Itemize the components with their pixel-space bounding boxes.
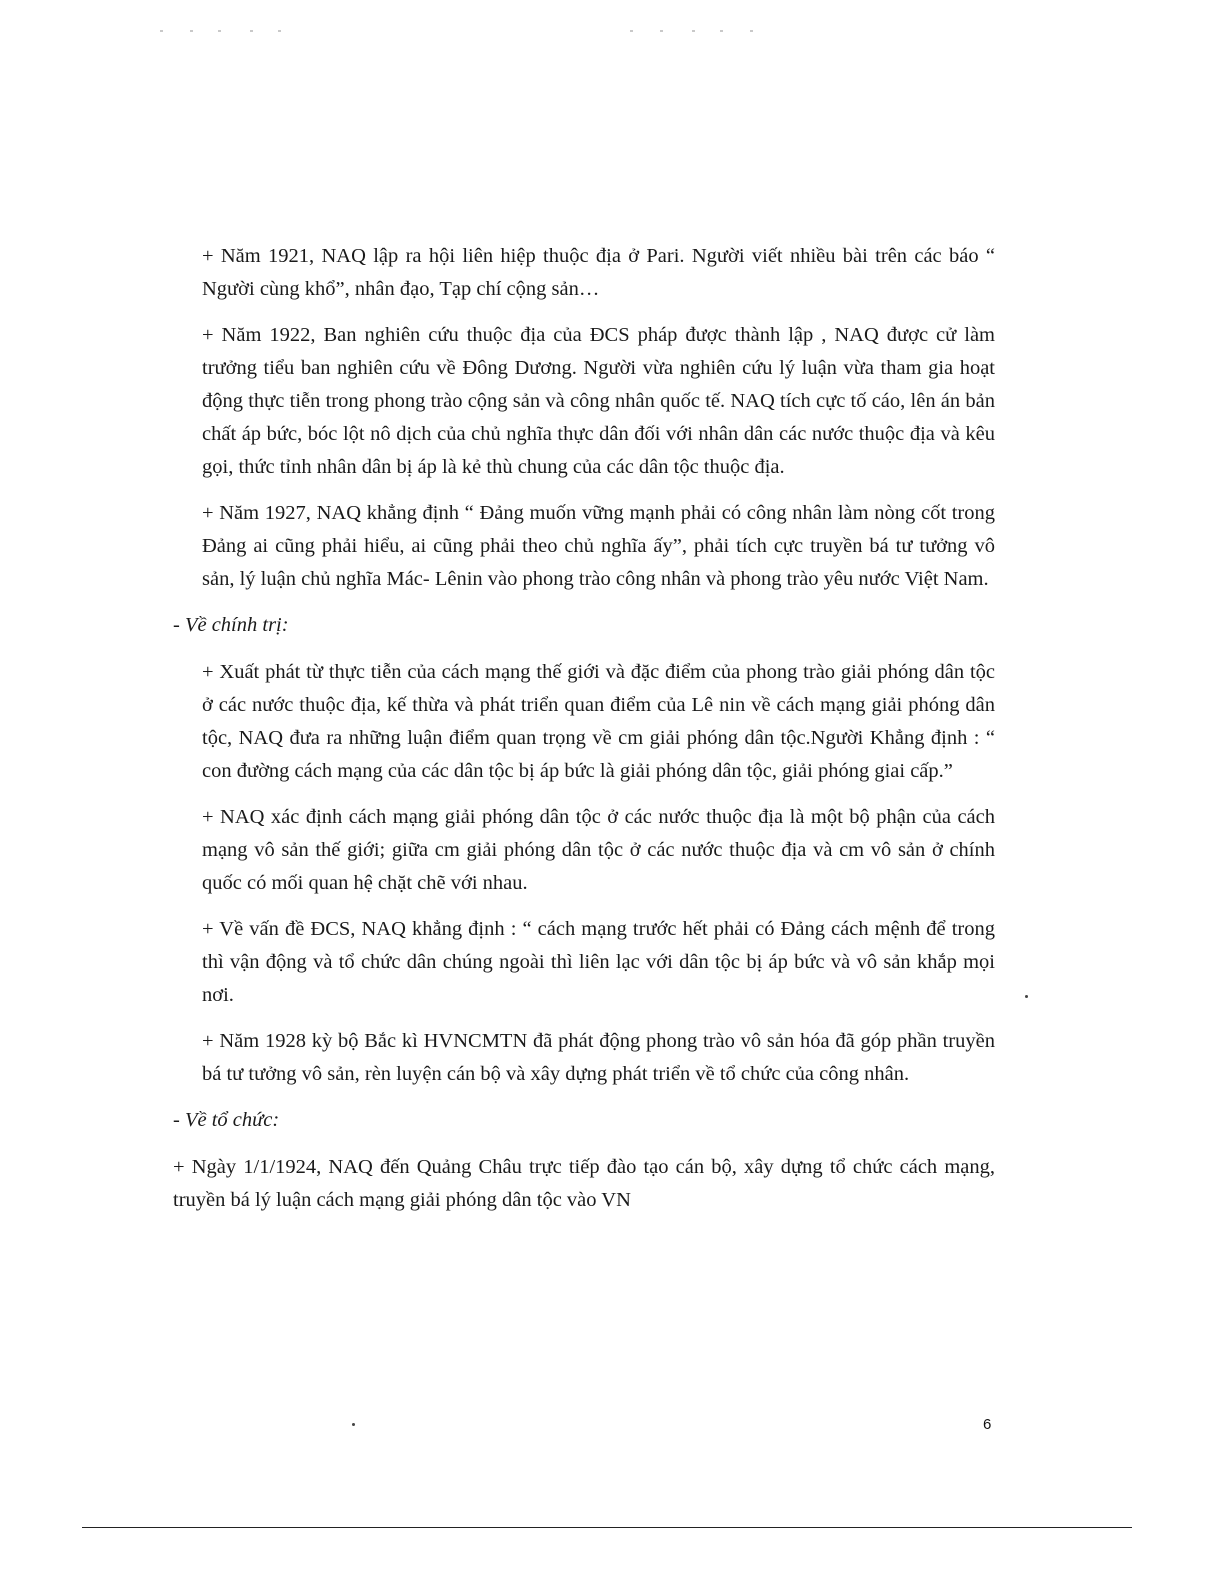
scan-dot xyxy=(1025,995,1028,998)
footer-divider xyxy=(82,1527,1132,1528)
paragraph: + NAQ xác định cách mạng giải phóng dân tộc ở các nước thuộc địa là một bộ phận của cách mạng vô sản thế giới; giữa cm giải phóng dân tộc ở các nước thuộc địa và cm vô sản ở chính quốc có mối quan hệ chặt chẽ với nhau. xyxy=(202,806,995,894)
scan-artifact xyxy=(160,30,780,36)
paragraph: + Năm 1928 kỳ bộ Bắc kì HVNCMTN đã phát động phong trào vô sản hóa đã góp phần truyền bá tư tưởng vô sản, rèn luyện cán bộ và xây dựng phát triển về tổ chức của công nhân. xyxy=(202,1030,995,1085)
section-heading-politics: - Về chính trị: xyxy=(173,614,289,636)
paragraph: + Năm 1927, NAQ khẳng định “ Đảng muốn vững mạnh phải có công nhân làm nòng cốt trong Đảng ai cũng phải hiểu, ai cũng phải theo chủ nghĩa ấy”, phải tích cực truyền bá tư tưởng vô sản, lý luận chủ nghĩa Mác- Lênin vào phong trào công nhân và phong trào yêu nước Việt Nam. xyxy=(202,502,995,590)
paragraph: + Ngày 1/1/1924, NAQ đến Quảng Châu trực tiếp đào tạo cán bộ, xây dựng tổ chức cách mạng, truyền bá lý luận cách mạng giải phóng dân tộc vào VN xyxy=(173,1156,995,1211)
paragraph: + Xuất phát từ thực tiễn của cách mạng thế giới và đặc điểm của phong trào giải phóng dân tộc ở các nước thuộc địa, kế thừa và phát triển quan điểm của Lê nin về cách mạng giải phóng dân tộc, NAQ đưa ra những luận điểm quan trọng về cm giải phóng dân tộc.Người Khẳng định : “ con đường cách mạng của các dân tộc bị áp bức là giải phóng dân tộc, giải phóng giai cấp.” xyxy=(202,661,995,782)
document-body xyxy=(173,240,995,1230)
scan-dot xyxy=(352,1423,355,1426)
paragraph: + Về vấn đề ĐCS, NAQ khẳng định : “ cách mạng trước hết phải có Đảng cách mệnh để trong thì vận động và tổ chức dân chúng ngoài thì liên lạc với dân tộc bị áp bức và vô sản khắp mọi nơi. xyxy=(202,918,995,1006)
paragraph: + Năm 1921, NAQ lập ra hội liên hiệp thuộc địa ở Pari. Người viết nhiều bài trên các báo “ Người cùng khổ”, nhân đạo, Tạp chí cộng sản… xyxy=(202,245,995,300)
paragraph: + Năm 1922, Ban nghiên cứu thuộc địa của ĐCS pháp được thành lập , NAQ được cử làm trưởng tiểu ban nghiên cứu về Đông Dương. Người vừa nghiên cứu lý luận vừa tham gia hoạt động thực tiễn trong phong trào cộng sản và công nhân quốc tế. NAQ tích cực tố cáo, lên án bản chất áp bức, bóc lột nô dịch của chủ nghĩa thực dân đối với nhân dân các nước thuộc địa và kêu gọi, thức tỉnh nhân dân bị áp là kẻ thù chung của các dân tộc thuộc địa. xyxy=(202,324,995,478)
page-number: 6 xyxy=(983,1416,992,1433)
section-heading-organization: - Về tổ chức: xyxy=(173,1109,280,1131)
